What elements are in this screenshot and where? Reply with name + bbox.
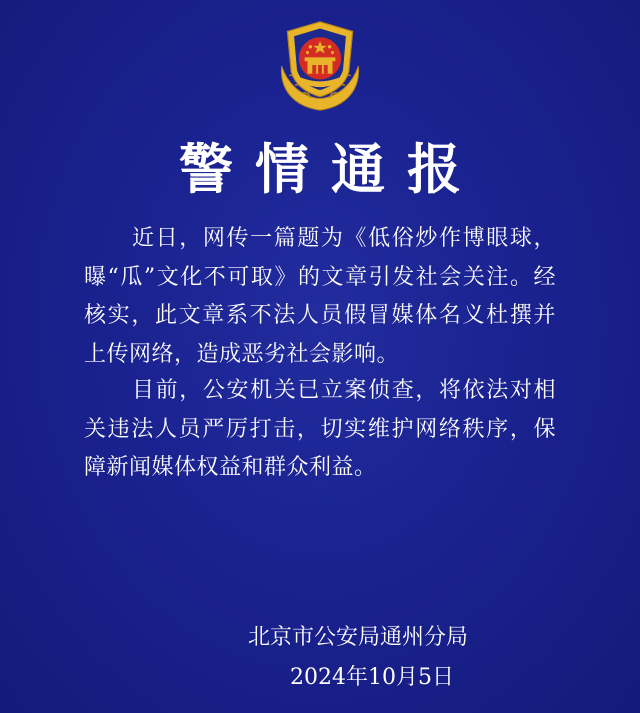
notice-paragraph-1: 近日，网传一篇题为《低俗炒作博眼球，曝“瓜”文化不可取》的文章引发社会关注。经核实，此文章系不法人员假冒媒体名义杜撰并上传网络，造成恶劣社会影响。 [84,226,556,367]
notice-title: 警情通报 [179,138,483,201]
notice-paragraph-2: 目前，公安机关已立案侦查，将依法对相关违法人员严厉打击，切实维护网络秩序，保障新闻媒体权益和群众利益。 [84,378,556,480]
police-emblem-icon [272,18,368,114]
issuer-name: 北京市公安局通州分局 [248,625,469,650]
issue-date: 2024年10月5日 [290,665,454,690]
